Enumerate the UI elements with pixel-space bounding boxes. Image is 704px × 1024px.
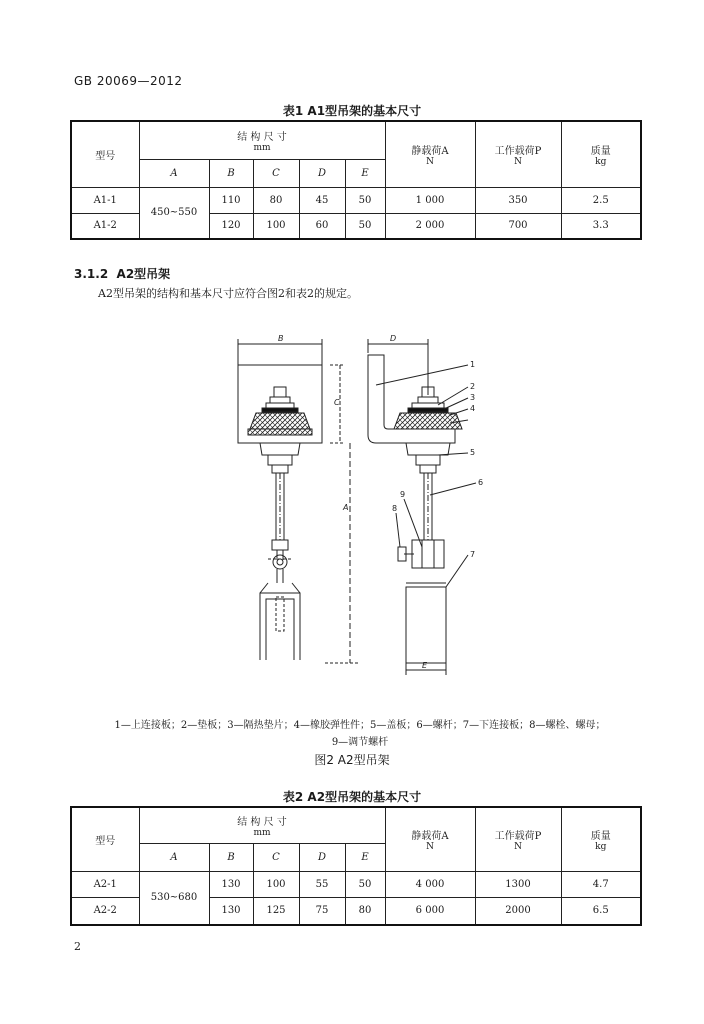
dim-label-d: D [390,334,397,343]
figure-caption: 图2 A2型吊架 [314,753,390,767]
callout-8: 8 [392,504,398,513]
table1 [70,120,642,240]
callout-1: 1 [470,360,476,369]
table2-col-a: A [139,843,209,871]
legend-line-1: 1—上连接板；2—垫板；3—隔热垫片；4—橡胶弹性件；5—盖板；6—螺杆；7—下连接板；8—螺栓、螺母； [114,720,606,731]
cell-e: 50 [345,213,385,239]
cell-d: 55 [299,871,345,897]
cell-model: A2-2 [71,897,139,925]
cell-e: 50 [345,187,385,213]
cell-model: A1-2 [71,213,139,239]
standard-number: GB 20069—2012 [74,74,183,88]
table1-mass-header: 质量 kg [561,121,641,187]
cell-work: 700 [475,213,561,239]
table1-col-c: C [253,159,299,187]
callout-7: 7 [470,550,476,559]
table1-col-d: D [299,159,345,187]
table1-col-a: A [139,159,209,187]
cell-d: 60 [299,213,345,239]
cell-d: 75 [299,897,345,925]
cell-c: 80 [253,187,299,213]
table2-col-c: C [253,843,299,871]
cell-b: 120 [209,213,253,239]
table2-col-b: B [209,843,253,871]
figure-legend [60,717,660,751]
table1-col-b: B [209,159,253,187]
callout-2: 2 [470,382,476,391]
cell-c: 100 [253,871,299,897]
cell-mass: 4.7 [561,871,641,897]
table2-mass-header: 质量 kg [561,807,641,871]
dim-label-c: C [334,398,340,407]
cell-model: A1-1 [71,187,139,213]
dim-label-b: B [278,334,284,343]
cell-work: 1300 [475,871,561,897]
cell-mass: 6.5 [561,897,641,925]
cell-static: 1 000 [385,187,475,213]
callout-5: 5 [470,448,476,457]
cell-work: 2000 [475,897,561,925]
table2 [70,806,642,926]
table2-struct-header: 结 构 尺 寸 mm [139,807,385,843]
table-row [71,187,641,213]
callout-9: 9 [400,490,406,499]
table1-static-header: 静载荷A N [385,121,475,187]
figure-a2-hanger [200,325,500,705]
table2-col-e: E [345,843,385,871]
cell-work: 350 [475,187,561,213]
table1-model-header: 型号 [71,121,139,187]
page-number: 2 [74,940,81,953]
callout-4: 4 [470,404,476,413]
cell-mass: 2.5 [561,187,641,213]
cell-mass: 3.3 [561,213,641,239]
table1-caption: 表1 A1型吊架的基本尺寸 [282,104,422,118]
cell-static: 6 000 [385,897,475,925]
cell-e: 50 [345,871,385,897]
callout-3: 3 [470,393,476,402]
cell-c: 100 [253,213,299,239]
cell-b: 130 [209,897,253,925]
table1-struct-header: 结 构 尺 寸 mm [139,121,385,159]
cell-d: 45 [299,187,345,213]
cell-a-range: 450~550 [139,187,209,239]
cell-e: 80 [345,897,385,925]
cell-static: 2 000 [385,213,475,239]
callout-6: 6 [478,478,484,487]
dim-label-a: A [343,503,349,512]
section-heading: 3.1.2 A2型吊架 [74,267,171,281]
table1-col-e: E [345,159,385,187]
table2-model-header: 型号 [71,807,139,871]
legend-line-2: 9—调节螺杆 [331,737,389,748]
table-row [71,871,641,897]
cell-b: 130 [209,871,253,897]
cell-c: 125 [253,897,299,925]
table2-caption: 表2 A2型吊架的基本尺寸 [282,790,422,804]
table2-col-d: D [299,843,345,871]
cell-model: A2-1 [71,871,139,897]
dim-label-e: E [422,661,428,670]
table1-work-header: 工作载荷P N [475,121,561,187]
table2-static-header: 静载荷A N [385,807,475,871]
cell-static: 4 000 [385,871,475,897]
section-paragraph: A2型吊架的结构和基本尺寸应符合图2和表2的规定。 [98,287,358,300]
cell-a-range: 530~680 [139,871,209,925]
cell-b: 110 [209,187,253,213]
table2-work-header: 工作载荷P N [475,807,561,871]
